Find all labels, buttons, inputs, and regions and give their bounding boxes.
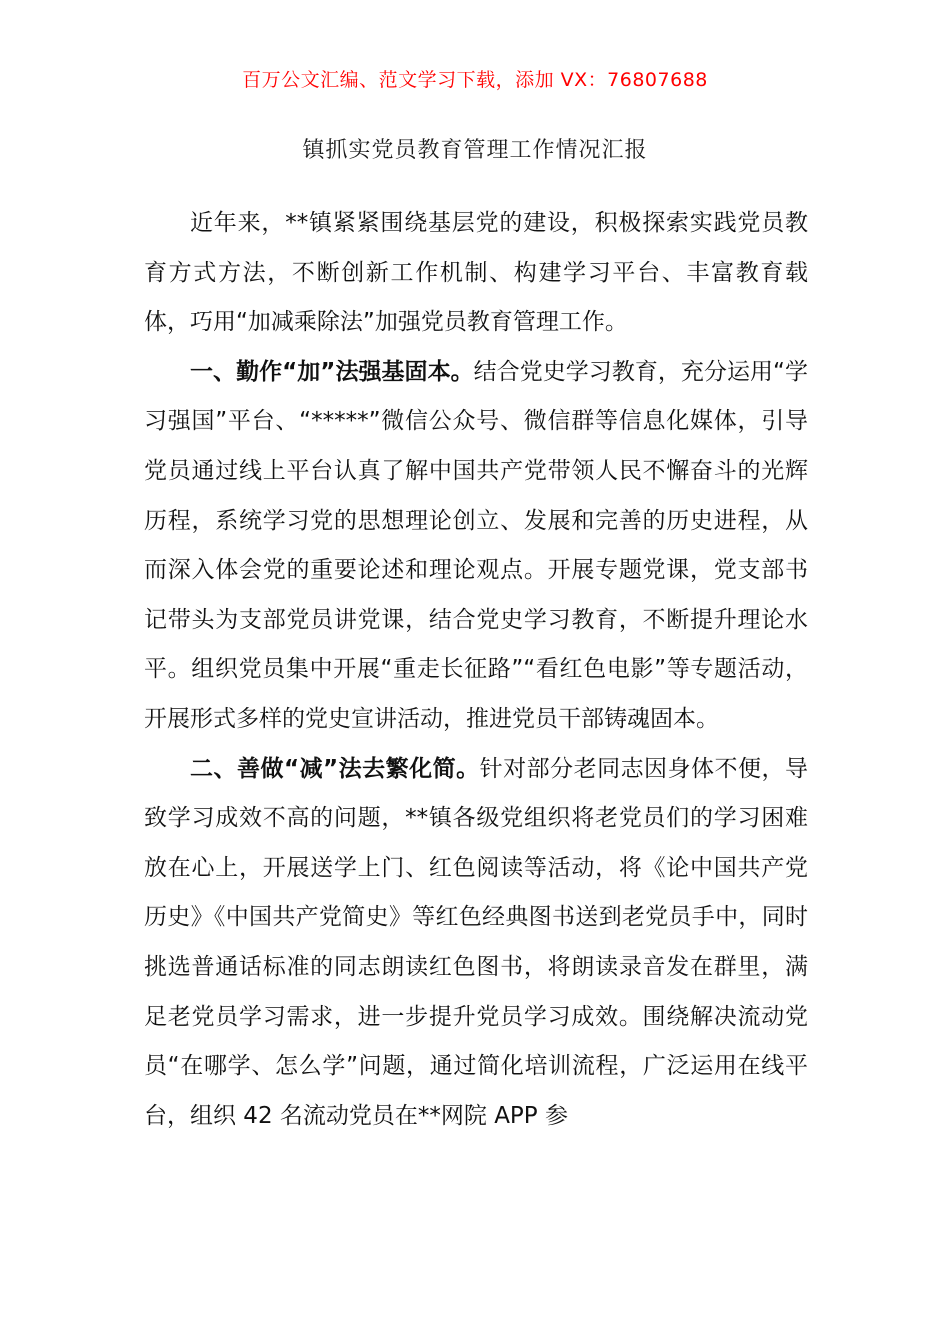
watermark-text: 百万公文汇编、范文学习下载，添加 VX：76807688 — [242, 69, 708, 91]
paragraph-intro — [144, 199, 808, 348]
section-1-heading: 一、勤作“加”法强基固本。 — [190, 358, 474, 385]
paragraph-text: 近年来，**镇紧紧围绕基层党的建设，积极探索实践党员教育方式方法，不断创新工作机制、构建学习平台、丰富教育载体，巧用“加减乘除法”加强党员教育管理工作。 — [144, 210, 808, 336]
section-1-text: 结合党史学习教育，充分运用“学习强国”平台、“*****”微信公众号、微信群等信息化媒体，引导党员通过线上平台认真了解中国共产党带领人民不懈奋斗的光辉历程，系统学习党的思想理论创立、发展和完善的历史进程，从而深入体会党的重要论述和理论观点。开展专题党课，党支部书记带头为支部党员讲党课，结合党史学习教育，不断提升理论水平。组织党员集中开展“重走长征路”“看红色电影”等专题活动，开展形式多样的党史宣讲活动，推进党员干部铸魂固本。 — [144, 358, 808, 732]
page-title: 镇抓实党员教育管理工作情况汇报 — [302, 138, 648, 163]
document-body — [144, 199, 808, 1141]
paragraph-section-2 — [144, 745, 808, 1142]
section-2-heading: 二、善做“减”法去繁化简。 — [190, 755, 480, 782]
section-2-text: 针对部分老同志因身体不便，导致学习成效不高的问题，**镇各级党组织将老党员们的学习困难放在心上，开展送学上门、红色阅读等活动，将《论中国共产党历史》《中国共产党简史》等红色经典图书送到老党员手中，同时挑选普通话标准的同志朗读红色图书，将朗读录音发在群里，满足老党员学习需求，进一步提升党员学习成效。围绕解决流动党员“在哪学、怎么学”问题，通过简化培训流程，广泛运用在线平台，组织 42 名流动党员在**网院 APP 参 — [144, 755, 809, 1129]
paragraph-section-1 — [144, 348, 808, 745]
